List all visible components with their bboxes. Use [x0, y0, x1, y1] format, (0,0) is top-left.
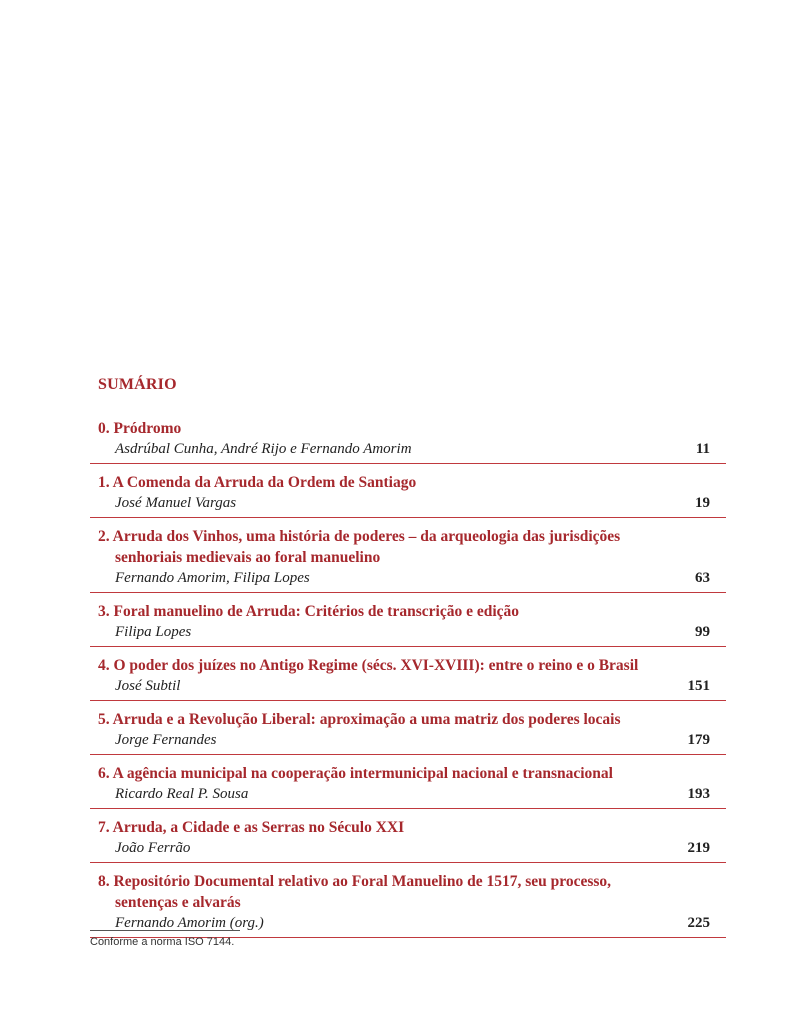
toc-entry[interactable] [90, 655, 726, 701]
toc-entry-title-continuation: senhoriais medievais ao foral manuelino [115, 549, 381, 566]
toc-entry[interactable] [90, 871, 726, 938]
toc-entry-page-number: 99 [695, 624, 710, 640]
toc-entry-author: Jorge Fernandes [115, 732, 217, 748]
toc-entry-author: José Subtil [115, 678, 181, 694]
toc-entry-page-number: 219 [687, 840, 710, 856]
toc-entry-author: João Ferrão [115, 840, 191, 856]
toc-entry-title: 3. Foral manuelino de Arruda: Critérios de transcrição e edição [98, 603, 520, 620]
toc-entry-author: Asdrúbal Cunha, André Rijo e Fernando Amorim [115, 441, 412, 457]
toc-entry-title: 0. Pródromo [98, 420, 182, 437]
toc-entry-title: 4. O poder dos juízes no Antigo Regime (sécs. XVI-XVIII): entre o reino e o Brasil [98, 657, 639, 674]
toc-heading: SUMÁRIO [98, 376, 177, 393]
toc-entry-title: 8. Repositório Documental relativo ao Foral Manuelino de 1517, seu processo, [98, 873, 612, 890]
toc-entry[interactable] [90, 472, 726, 518]
toc-entry-page-number: 193 [687, 786, 710, 802]
toc-entry-author: José Manuel Vargas [115, 495, 237, 511]
toc-entry-title: 1. A Comenda da Arruda da Ordem de Santiago [98, 474, 417, 491]
toc-entry-page-number: 151 [687, 678, 710, 694]
toc-entry-title: 2. Arruda dos Vinhos, uma história de poderes – da arqueologia das jurisdições [98, 528, 621, 545]
footnote: Conforme a norma ISO 7144. [90, 936, 235, 948]
toc-entry[interactable] [90, 526, 726, 593]
toc-entry[interactable] [90, 418, 726, 464]
toc-entries [90, 418, 726, 938]
toc-entry-page-number: 63 [695, 570, 710, 586]
toc-entry[interactable] [90, 709, 726, 755]
toc-entry-page-number: 225 [687, 915, 710, 931]
toc-entry-author: Fernando Amorim, Filipa Lopes [115, 570, 310, 586]
toc-entry-title: 7. Arruda, a Cidade e as Serras no Século XXI [98, 819, 405, 836]
toc-entry[interactable] [90, 763, 726, 809]
toc-entry-title: 5. Arruda e a Revolução Liberal: aproximação a uma matriz dos poderes locais [98, 711, 621, 728]
table-of-contents [90, 376, 726, 946]
toc-entry-author: Filipa Lopes [115, 624, 192, 640]
toc-entry-title: 6. A agência municipal na cooperação intermunicipal nacional e transnacional [98, 765, 613, 782]
toc-entry[interactable] [90, 817, 726, 863]
footnote-divider [90, 930, 240, 931]
toc-entry[interactable] [90, 601, 726, 647]
toc-entry-author: Fernando Amorim (org.) [115, 915, 264, 931]
toc-entry-title-continuation: sentenças e alvarás [115, 894, 241, 911]
toc-entry-page-number: 11 [695, 441, 710, 457]
toc-entry-page-number: 19 [695, 495, 710, 511]
toc-entry-page-number: 179 [687, 732, 710, 748]
toc-entry-author: Ricardo Real P. Sousa [115, 786, 249, 802]
